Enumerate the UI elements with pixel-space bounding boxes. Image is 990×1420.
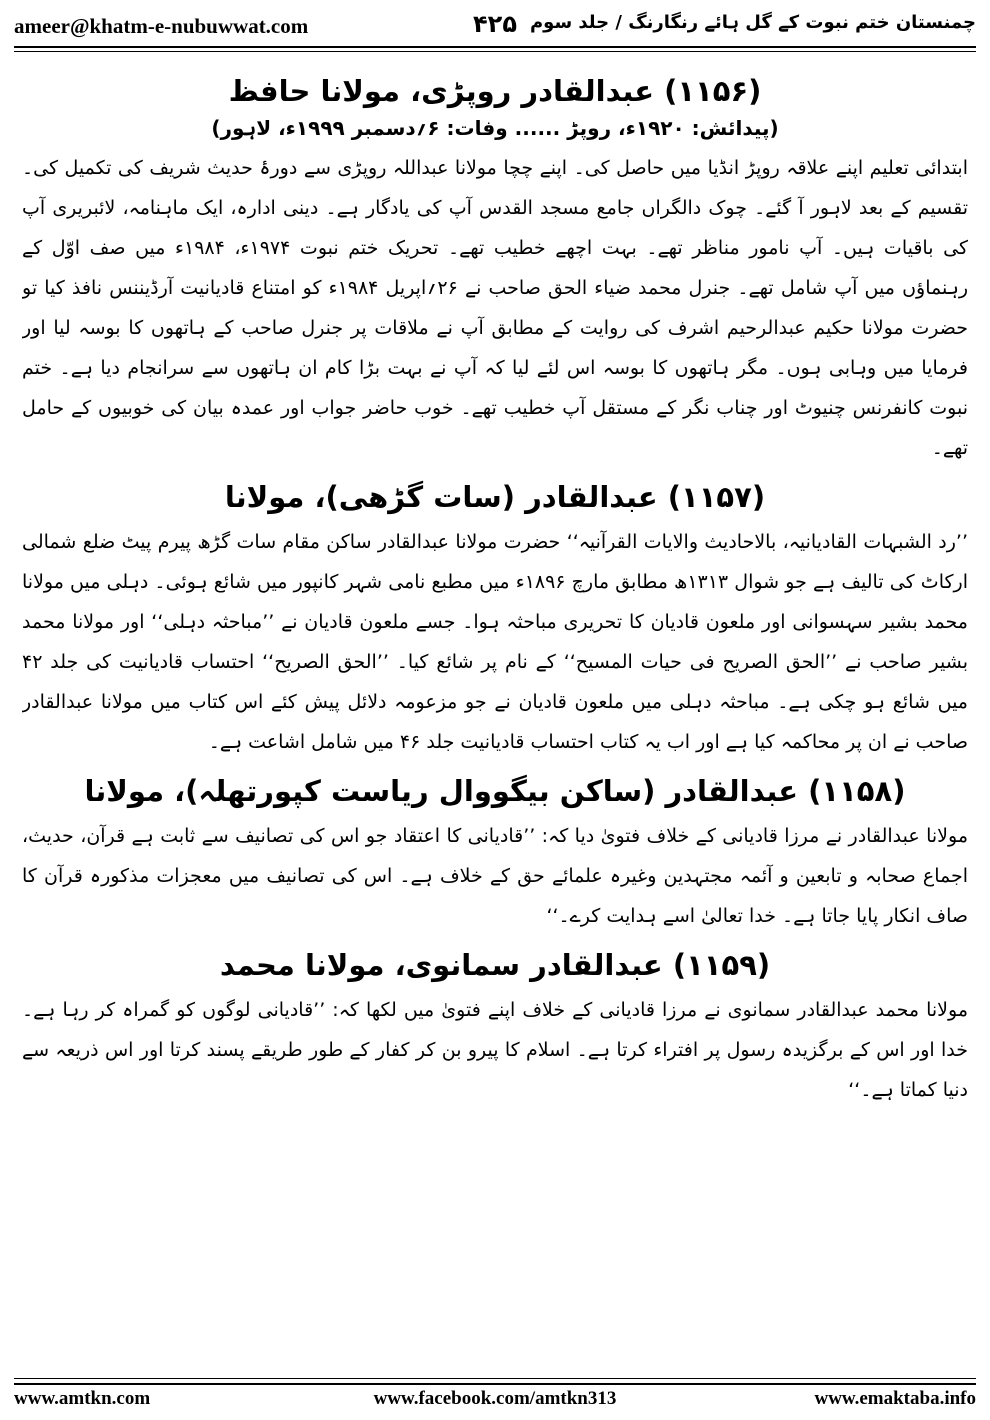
entry-1156: [22, 74, 968, 468]
header-rule-thin: [14, 51, 976, 52]
footer-rule-thin: [14, 1378, 976, 1379]
footer-link-amtkn[interactable]: www.amtkn.com: [14, 1388, 151, 1409]
footer-link-emaktaba[interactable]: www.emaktaba.info: [814, 1388, 976, 1409]
entry-1159: [22, 948, 968, 1110]
entry-1158: [22, 774, 968, 936]
entry-title: (۱۱۵۸) عبدالقادر (ساکن بیگووال ریاست کپورتھلہ)، مولانا: [84, 774, 906, 808]
entry-body: ابتدائی تعلیم اپنے علاقہ روپڑ انڈیا میں حاصل کی۔ اپنے چچا مولانا عبداللہ روپڑی سے دورۂ حدیث شریف کی تکمیل کی۔ تقسیم کے بعد لاہور آ گئے۔ چوک دالگراں جامع مسجد القدس آپ کی یادگار ہے۔ دینی ادارہ، ایک ماہنامہ، لائبریری آپ کی باقیات ہیں۔ آپ نامور مناظر تھے۔ بہت اچھے خطیب تھے۔ تحریک ختم نبوت ۱۹۷۴ء، ۱۹۸۴ء میں صف اوّل کے رہنماؤں میں آپ شامل تھے۔ جنرل محمد ضیاء الحق صاحب نے ۲۶؍اپریل ۱۹۸۴ء کو امتناع قادیانیت آرڈیننس نافذ کیا تو حضرت مولانا حکیم عبدالرحیم اشرف کی روایت کے مطابق آپ نے ملاقات پر جنرل صاحب کے ہاتھوں کا بوسہ لیا اور فرمایا میں وہابی ہوں۔ مگر ہاتھوں کا بوسہ اس لئے لیا کہ آپ نے بہت بڑا کام ان ہاتھوں سے سرانجام دیا ہے۔ ختم نبوت کانفرنس چنیوٹ اور چناب نگر کے مستقل آپ خطیب تھے۔ خوب حاضر جواب اور عمدہ بیان کی خوبیوں کے حامل تھے۔: [22, 157, 968, 459]
page-footer: [14, 1388, 976, 1414]
book-title: چمنستان ختم نبوت کے گل ہائے رنگارنگ / جلد سوم: [529, 12, 976, 33]
entry-title: (۱۱۵۶) عبدالقادر روپڑی، مولانا حافظ: [228, 74, 762, 108]
header-email: ameer@khatm-e-nubuwwat.com: [14, 14, 309, 38]
footer-link-facebook[interactable]: www.facebook.com/amtkn313: [373, 1388, 617, 1409]
entry-body: مولانا عبدالقادر نے مرزا قادیانی کے خلاف فتویٰ دیا کہ: ’’قادیانی کا اعتقاد جو اس کی تصانیف سے ثابت ہے قرآن، حدیث، اجماع صحابہ و تابعین و آئمہ مجتہدین وغیرہ علمائے حق کے خلاف ہے۔ اس کی تصانیف میں معجزات مذکورہ قرآن کا صاف انکار پایا جاتا ہے۔ خدا تعالیٰ اسے ہدایت کرے۔‘‘: [22, 825, 968, 927]
page-content: [22, 62, 968, 1368]
page-number: ۴۲۵: [473, 10, 517, 38]
header-rule-thick: [14, 46, 976, 48]
entry-body: ’’رد الشبہات القادیانیہ، بالاحادیث والایات القرآنیہ‘‘ حضرت مولانا عبدالقادر ساکن مقام سات گڑھ پیرم پیٹ ضلع شمالی ارکاٹ کی تالیف ہے جو شوال ۱۳۱۳ھ مطابق مارچ ۱۸۹۶ء میں مطبع نامی شہر کانپور میں شائع ہوئی۔ دہلی میں مولانا محمد بشیر سہسوانی اور ملعون قادیان کا تحریری مباحثہ ہوا۔ جسے ملعون قادیان نے ’’مباحثہ دہلی‘‘ اور مولانا محمد بشیر صاحب نے ’’الحق الصریح فی حیات المسیح‘‘ کے نام پر شائع کیا۔ ’’الحق الصریح‘‘ احتساب قادیانیت کی جلد ۴۲ میں شائع ہو چکی ہے۔ مباحثہ دہلی میں ملعون قادیان نے جو مزعومہ دلائل پیش کئے اس کتاب میں مولانا عبدالقادر صاحب نے ان پر محاکمہ کیا ہے اور اب یہ کتاب احتساب قادیانیت جلد ۴۶ میں شامل اشاعت ہے۔: [22, 531, 968, 753]
entry-title: (۱۱۵۷) عبدالقادر (سات گڑھی)، مولانا: [224, 480, 766, 514]
entry-body: مولانا محمد عبدالقادر سمانوی نے مرزا قادیانی کے خلاف اپنے فتویٰ میں لکھا کہ: ’’قادیانی لوگوں کو گمراہ کر رہا ہے۔ خدا اور اس کے برگزیدہ رسول پر افتراء کرتا ہے۔ اسلام کا پیرو بن کر کفار کے طور طریقے پسند کرتا اور اس ذریعہ سے دنیا کماتا ہے۔‘‘: [22, 999, 968, 1101]
entry-dates: (پیدائش: ۱۹۲۰ء، روپڑ ...... وفات: ۶؍دسمبر ۱۹۹۹ء، لاہور): [211, 116, 779, 140]
footer-rule-thick: [14, 1383, 976, 1385]
page-header: [14, 6, 976, 46]
entry-title: (۱۱۵۹) عبدالقادر سمانوی، مولانا محمد: [219, 948, 771, 982]
entry-1157: [22, 480, 968, 762]
